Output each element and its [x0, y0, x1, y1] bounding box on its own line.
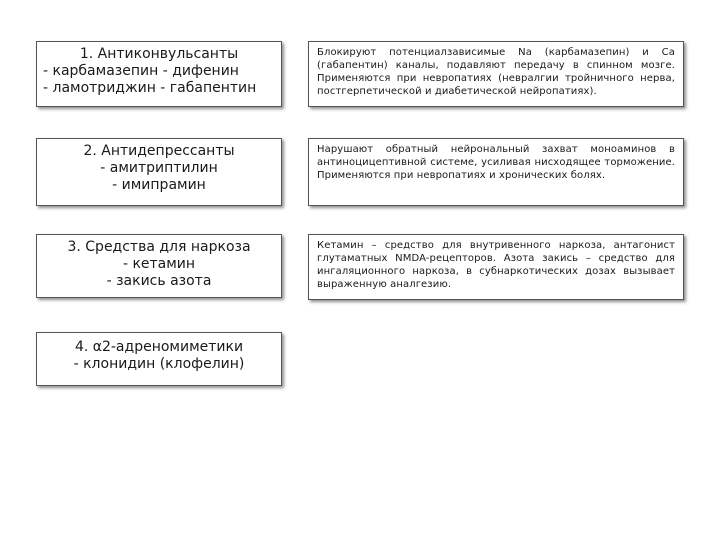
drug-group-title: 3. Средства для наркоза [67, 239, 251, 255]
drug-list-item: - клонидин (клофелин) [73, 356, 245, 372]
drug-list-item: - амитриптилин [100, 160, 218, 176]
drug-group-title: 2. Антидепрессанты [83, 143, 235, 159]
drug-group-box-1 [36, 41, 282, 107]
drug-group-box-2 [36, 138, 282, 206]
drug-list-item: - имипрамин [112, 177, 206, 193]
mechanism-box-2: Нарушают обратный нейрональный захват моноаминов в антиноцицептивной системе, усиливая нисходящее торможение. Применяются при невропатиях и хронических болях. [308, 138, 684, 206]
drug-list-item: - ламотриджин - габапентин [43, 80, 257, 96]
drug-group-box-3 [36, 234, 282, 298]
mechanism-box-1: Блокируют потенциалзависимые Na (карбамазепин) и Ca (габапентин) каналы, подавляют передачу в спинном мозге. Применяются при невропатиях (невралгии тройничного нерва, постгерпетической и диабетической нейропатиях). [308, 41, 684, 107]
drug-group-title: 1. Антиконвульсанты [79, 46, 239, 62]
drug-list-item: - карбамазепин - дифенин [43, 63, 239, 79]
mechanism-box-3: Кетамин – средство для внутривенного наркоза, антагонист глутаматных NMDA-рецепторов. Азота закись – средство для ингаляционного наркоза, в субнаркотических дозах вызывает выраженную аналгезию. [308, 234, 684, 300]
drug-list-item: - кетамин [122, 256, 196, 272]
drug-group-title: 4. α2-адреномиметики [74, 339, 244, 355]
drug-group-box-4 [36, 332, 282, 386]
drug-list-item: - закись азота [106, 273, 212, 289]
